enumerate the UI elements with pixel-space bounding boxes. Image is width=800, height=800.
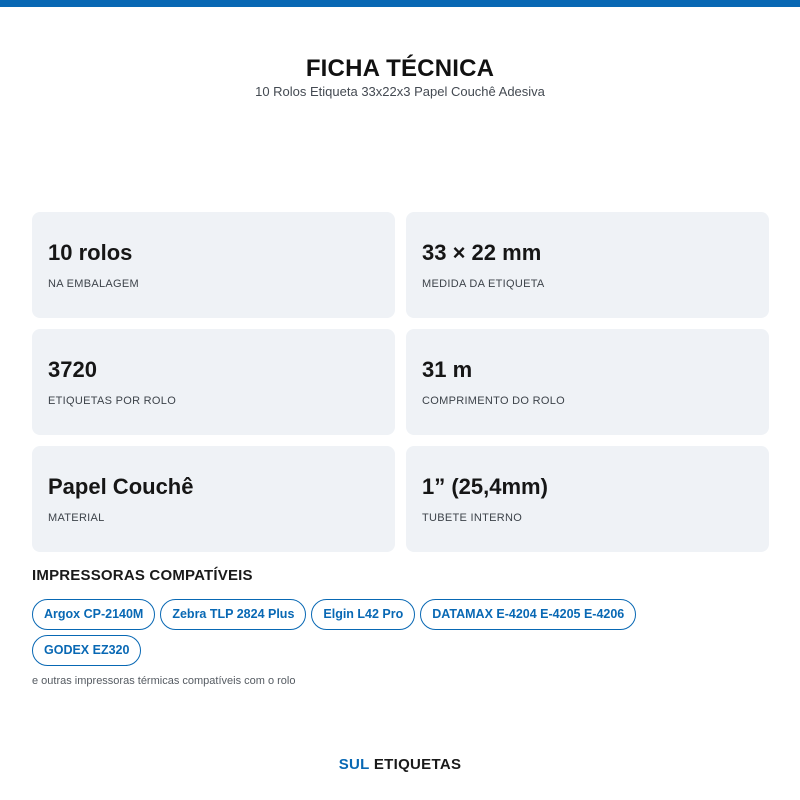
brand-logo	[0, 756, 800, 773]
spec-label: MATERIAL	[48, 512, 105, 524]
printers-section-title: IMPRESSORAS COMPATÍVEIS	[32, 567, 253, 584]
spec-card-labels-per-roll	[32, 329, 395, 435]
spec-label: MEDIDA DA ETIQUETA	[422, 278, 545, 290]
printer-chip[interactable]: DATAMAX E-4204 E-4205 E-4206	[420, 599, 636, 630]
spec-value: 10 rolos	[48, 240, 133, 265]
spec-label: NA EMBALAGEM	[48, 278, 140, 290]
spec-label: TUBETE INTERNO	[422, 512, 523, 524]
printer-chip[interactable]: Elgin L42 Pro	[311, 599, 415, 630]
printer-chip-list	[32, 599, 732, 666]
spec-card-roll-length	[406, 329, 769, 435]
spec-card-quantity	[32, 212, 395, 318]
spec-card-material	[32, 446, 395, 552]
spec-label: ETIQUETAS POR ROLO	[48, 395, 177, 407]
brand-part-1: SUL	[338, 756, 370, 773]
printer-chip[interactable]: GODEX EZ320	[32, 635, 141, 666]
page-title: FICHA TÉCNICA	[305, 55, 495, 82]
spec-grid	[32, 212, 769, 552]
spec-card-core	[406, 446, 769, 552]
printer-chip[interactable]: Argox CP-2140M	[32, 599, 155, 630]
spec-label: COMPRIMENTO DO ROLO	[422, 395, 566, 407]
spec-card-label-size	[406, 212, 769, 318]
printer-chip[interactable]: Zebra TLP 2824 Plus	[160, 599, 306, 630]
spec-value: 33 × 22 mm	[422, 240, 542, 265]
spec-value: 1” (25,4mm)	[422, 474, 548, 499]
top-accent-bar	[0, 0, 800, 7]
printers-note: e outras impressoras térmicas compatíveis com o rolo	[32, 675, 296, 687]
spec-value: 3720	[48, 357, 97, 382]
brand-part-2: ETIQUETAS	[373, 756, 462, 773]
spec-value: 31 m	[422, 357, 473, 382]
page-subtitle: 10 Rolos Etiqueta 33x22x3 Papel Couchê Adesiva	[255, 84, 545, 99]
spec-value: Papel Couchê	[48, 474, 194, 499]
